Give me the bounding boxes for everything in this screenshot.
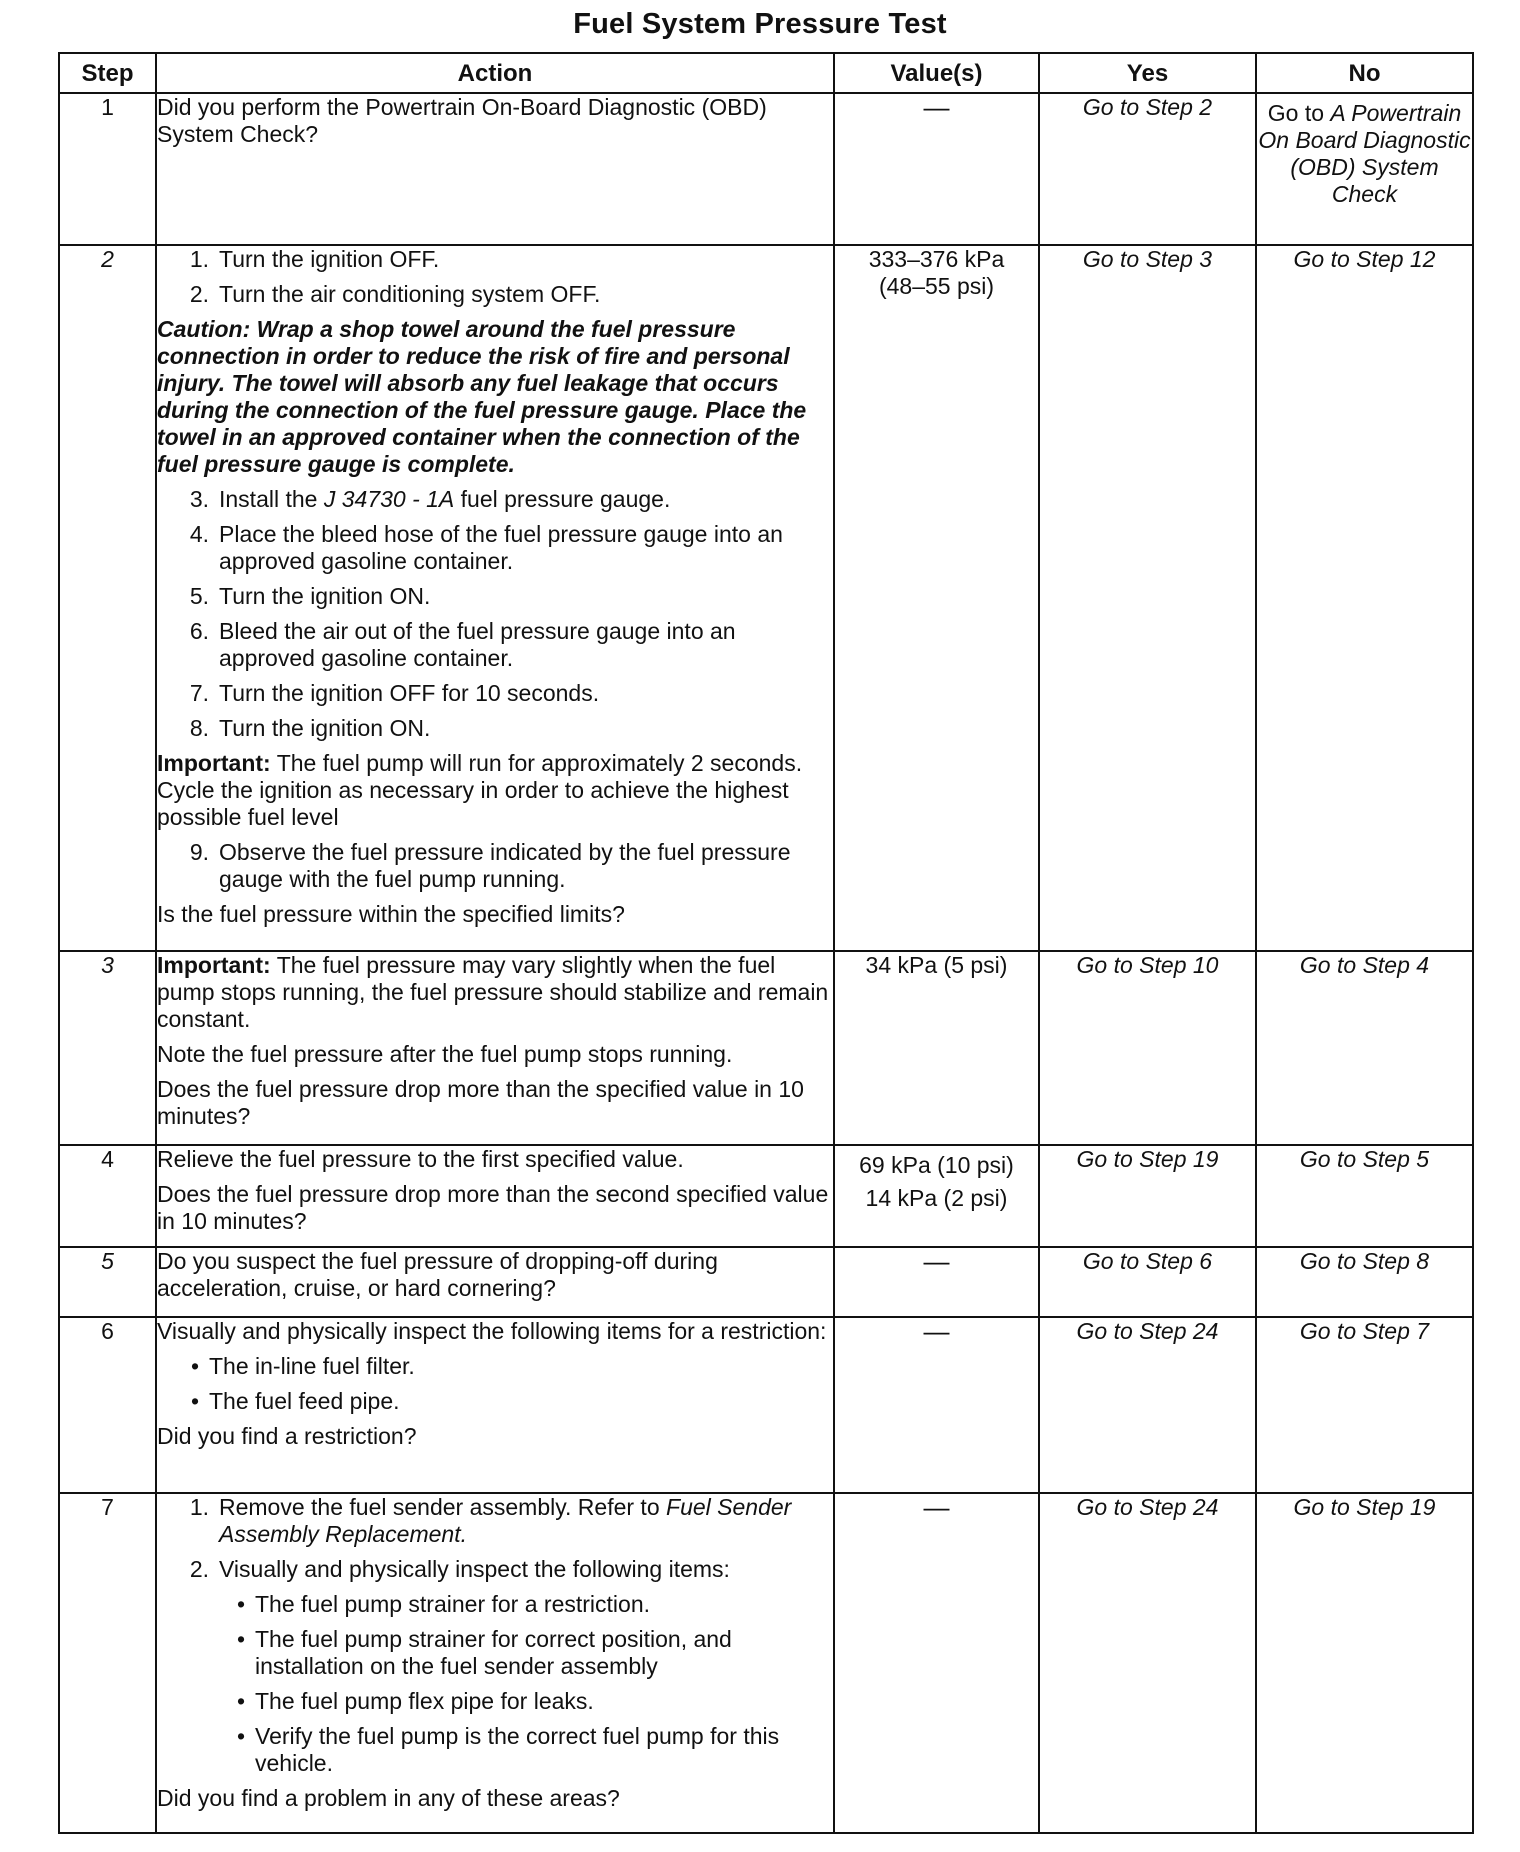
yes-cell: Go to Step 6: [1039, 1247, 1256, 1317]
step-number: 3: [59, 951, 156, 1145]
action-cell: [156, 951, 834, 1145]
col-header-yes: Yes: [1039, 53, 1256, 93]
action-question: Does the fuel pressure drop more than the second specified value in 10 minutes?: [157, 1181, 829, 1234]
step-number: 4: [59, 1145, 156, 1247]
bullet-list: [157, 1353, 833, 1415]
list-item: 6. Bleed the air out of the fuel pressure gauge into an approved gasoline container.: [189, 618, 736, 671]
list-item: 1. Remove the fuel sender assembly. Refer to Fuel Sender Assembly Replacement.: [189, 1494, 792, 1547]
value-cell: [834, 1145, 1039, 1247]
list-item: 1. Turn the ignition OFF.: [189, 246, 440, 272]
yes-cell: Go to Step 2: [1039, 93, 1256, 245]
tool-reference: J 34730 - 1A: [323, 486, 455, 512]
value-line: (48–55 psi): [878, 273, 995, 299]
action-question: Is the fuel pressure within the specified limits?: [157, 901, 625, 927]
list-item: • The fuel pump strainer for a restriction.: [236, 1591, 650, 1617]
caution-text: Caution: Wrap a shop towel around the fuel pressure connection in order to reduce the risk of fire and personal injury. The towel will absorb any fuel leakage that occurs during the connection of the fuel pressure gauge. Place the towel in an approved container when the connection of the fuel pressure gauge is complete.: [157, 316, 807, 477]
action-cell: [156, 1317, 834, 1493]
yes-cell: Go to Step 24: [1039, 1493, 1256, 1833]
list-item: 8. Turn the ignition ON.: [189, 715, 431, 741]
no-cell: [1256, 93, 1473, 245]
bullet-list: [157, 1591, 833, 1777]
col-header-step: Step: [59, 53, 156, 93]
action-question: Did you perform the Powertrain On-Board Diagnostic (OBD) System Check?: [157, 94, 767, 147]
value-dash: —: [923, 1316, 950, 1346]
yes-cell: Go to Step 19: [1039, 1145, 1256, 1247]
table-row: [59, 1493, 1473, 1833]
action-question: Did you find a restriction?: [157, 1423, 417, 1449]
value-dash: —: [923, 92, 950, 122]
step-number: 1: [59, 93, 156, 245]
col-header-values: Value(s): [834, 53, 1039, 93]
action-question: Did you find a problem in any of these areas?: [157, 1785, 620, 1811]
action-note: Note the fuel pressure after the fuel pump stops running.: [157, 1041, 733, 1067]
procedure-reference: Fuel Sender Assembly Replacement.: [219, 1494, 792, 1547]
no-cell: Go to Step 4: [1256, 951, 1473, 1145]
no-cell: Go to Step 19: [1256, 1493, 1473, 1833]
value-line: 14 kPa (2 psi): [865, 1185, 1008, 1211]
list-item: 2. Turn the air conditioning system OFF.: [189, 281, 601, 307]
value-dash: —: [923, 1492, 950, 1522]
yes-cell: Go to Step 24: [1039, 1317, 1256, 1493]
list-item: • The fuel pump flex pipe for leaks.: [236, 1688, 594, 1714]
table-row: [59, 93, 1473, 245]
step-number: 6: [59, 1317, 156, 1493]
action-cell: [156, 1145, 834, 1247]
no-cell: Go to Step 8: [1256, 1247, 1473, 1317]
no-reference: A Powertrain On Board Diagnostic (OBD) System Check: [1258, 100, 1471, 207]
list-item: 5. Turn the ignition ON.: [189, 583, 431, 609]
action-question: Does the fuel pressure drop more than the specified value in 10 minutes?: [157, 1076, 804, 1129]
yes-cell: Go to Step 10: [1039, 951, 1256, 1145]
table-row: [59, 1317, 1473, 1493]
value-cell: [834, 1247, 1039, 1317]
no-prefix: Go to: [1267, 100, 1331, 126]
action-cell: [156, 245, 834, 951]
no-cell: Go to Step 5: [1256, 1145, 1473, 1247]
table-row: [59, 951, 1473, 1145]
list-item: • The in-line fuel filter.: [190, 1353, 415, 1379]
table-row: [59, 1247, 1473, 1317]
no-cell: Go to Step 12: [1256, 245, 1473, 951]
numbered-list: [157, 839, 833, 893]
action-text: Visually and physically inspect the following items for a restriction:: [157, 1318, 827, 1344]
no-cell: Go to Step 7: [1256, 1317, 1473, 1493]
page-title: Fuel System Pressure Test: [573, 8, 947, 40]
col-header-no: No: [1256, 53, 1473, 93]
numbered-list: [157, 486, 833, 742]
value-dash: —: [923, 1246, 950, 1276]
step-number: 7: [59, 1493, 156, 1833]
table-row: [59, 245, 1473, 951]
value-cell: [834, 245, 1039, 951]
action-cell: [156, 1493, 834, 1833]
value-cell: [834, 93, 1039, 245]
action-cell: [156, 93, 834, 245]
header-row: [59, 53, 1473, 93]
value-line: 69 kPa (10 psi): [859, 1152, 1014, 1178]
important-note: Important: The fuel pump will run for approximately 2 seconds. Cycle the ignition as necessary in order to achieve the highest possible fuel level: [157, 750, 803, 830]
value-cell: 34 kPa (5 psi): [834, 951, 1039, 1145]
table-row: [59, 1145, 1473, 1247]
value-cell: [834, 1493, 1039, 1833]
list-item: 7. Turn the ignition OFF for 10 seconds.: [189, 680, 600, 706]
action-text: Relieve the fuel pressure to the first specified value.: [157, 1146, 684, 1172]
procedure-table: [58, 52, 1474, 1834]
action-question: Do you suspect the fuel pressure of dropping-off during acceleration, cruise, or hard cornering?: [157, 1248, 718, 1301]
important-note: Important: The fuel pressure may vary slightly when the fuel pump stops running, the fuel pressure should stabilize and remain constant.: [157, 952, 829, 1032]
list-item: • The fuel pump strainer for correct position, and installation on the fuel sender assembly: [236, 1626, 732, 1679]
list-item: • The fuel feed pipe.: [190, 1388, 400, 1414]
col-header-action: Action: [156, 53, 834, 93]
value-cell: [834, 1317, 1039, 1493]
list-item: • Verify the fuel pump is the correct fuel pump for this vehicle.: [236, 1723, 780, 1776]
list-item: 4. Place the bleed hose of the fuel pressure gauge into an approved gasoline container.: [189, 521, 783, 574]
step-number: 5: [59, 1247, 156, 1317]
list-item: 2. Visually and physically inspect the following items:: [189, 1556, 730, 1582]
numbered-list: [157, 1494, 833, 1583]
action-cell: [156, 1247, 834, 1317]
value-line: 333–376 kPa: [868, 246, 1005, 272]
list-item: 3. Install the J 34730 - 1A fuel pressure gauge.: [189, 486, 671, 512]
yes-cell: Go to Step 3: [1039, 245, 1256, 951]
step-number: 2: [59, 245, 156, 951]
list-item: 9. Observe the fuel pressure indicated by the fuel pressure gauge with the fuel pump running.: [189, 839, 791, 892]
numbered-list: [157, 246, 833, 308]
